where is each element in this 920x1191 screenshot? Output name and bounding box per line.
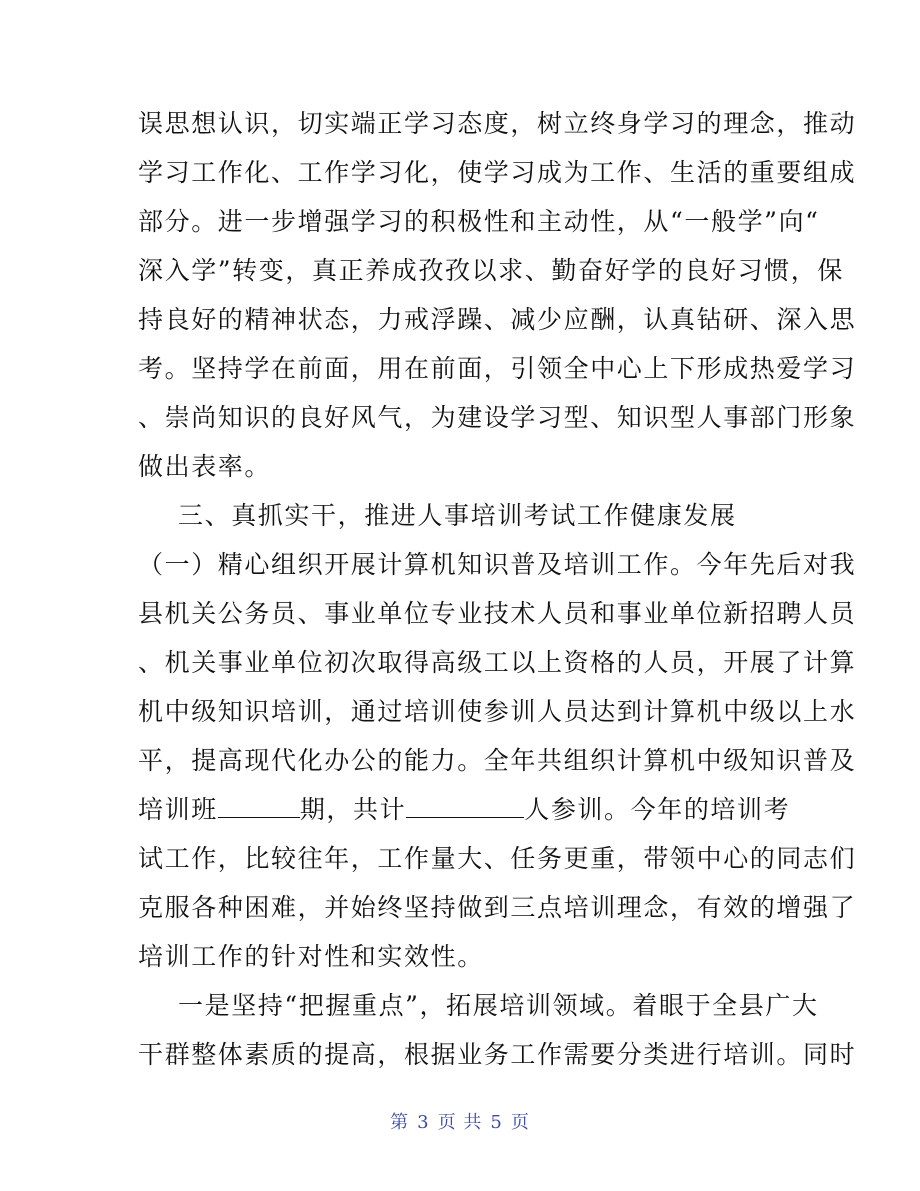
footer-middle: 页 共 [437, 1112, 483, 1133]
footer-prefix: 第 [390, 1112, 410, 1133]
text-line: 误思想认识，切实端正学习态度，树立终身学习的理念，推动 [138, 109, 857, 138]
text-segment: 期，共计 [299, 795, 407, 824]
text-line: 干群整体素质的提高，根据业务工作需要分类进行培训。同时 [138, 1040, 857, 1069]
text-line: 县机关公务员、事业单位专业技术人员和事业单位新招聘人员 [138, 599, 857, 628]
footer-suffix: 页 [510, 1112, 530, 1133]
text-line: 考。坚持学在前面，用在前面，引领全中心上下形成热爱学习 [138, 354, 857, 383]
text-line: 、机关事业单位初次取得高级工以上资格的人员，开展了计算 [138, 648, 857, 677]
text-line: 学习工作化、工作学习化，使学习成为工作、生活的重要组成 [138, 158, 857, 187]
text-line: 平，提高现代化办公的能力。全年共组织计算机中级知识普及 [138, 746, 857, 775]
fill-in-blank-participants [406, 795, 524, 818]
text-line: 持良好的精神状态，力戒浮躁、减少应酬，认真钻研、深入思 [138, 305, 857, 334]
text-line: 部分。进一步增强学习的积极性和主动性，从“一般学”向“ [138, 207, 820, 236]
text-line: 培训工作的针对性和实效性。 [138, 942, 484, 971]
section-heading: 三、真抓实干，推进人事培训考试工作健康发展 [178, 501, 737, 530]
text-line: 克服各种困难，并始终坚持做到三点培训理念，有效的增强了 [138, 893, 857, 922]
text-line: 做出表率。 [138, 452, 272, 481]
text-line: 、崇尚知识的良好风气，为建设学习型、知识型人事部门形象 [138, 403, 857, 432]
text-segment: 培训班 [138, 795, 218, 824]
fill-in-blank-sessions [218, 795, 300, 818]
text-line: （一）精心组织开展计算机知识普及培训工作。今年先后对我 [138, 550, 857, 579]
text-line-with-blanks [138, 795, 790, 825]
text-line: 试工作，比较往年，工作量大、任务更重，带领中心的同志们 [138, 844, 857, 873]
page-number: 3 [417, 1112, 430, 1133]
text-segment: 人参训。今年的培训考 [524, 795, 791, 824]
text-line: 机中级知识培训，通过培训使参训人员达到计算机中级以上水 [138, 697, 857, 726]
text-line: 一是坚持“把握重点”，拓展培训领域。着眼于全县广大 [178, 991, 819, 1020]
page-total: 5 [490, 1112, 503, 1133]
page-footer [0, 1112, 920, 1134]
text-line: 深入学”转变，真正养成孜孜以求、勤奋好学的良好习惯，保 [138, 256, 844, 285]
